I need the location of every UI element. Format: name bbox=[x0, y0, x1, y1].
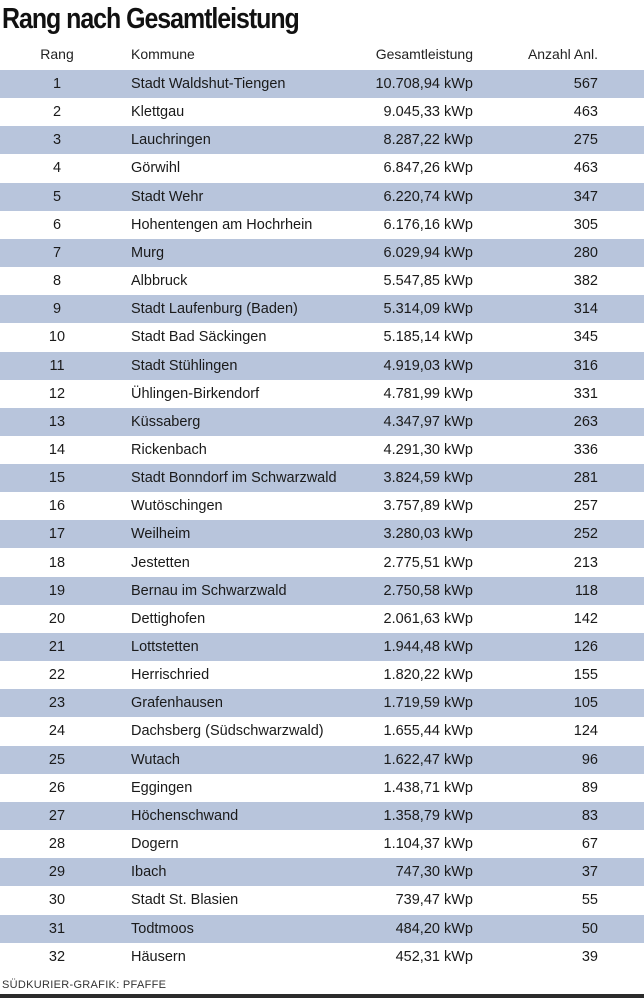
table-row bbox=[0, 211, 644, 239]
cell-gesamtleistung: 6.847,26 kWp bbox=[383, 160, 473, 177]
cell-rang: 21 bbox=[48, 639, 66, 655]
cell-kommune: Weilheim bbox=[131, 526, 191, 543]
table-row bbox=[0, 520, 644, 548]
cell-kommune: Ühlingen-Birkendorf bbox=[131, 385, 260, 402]
cell-gesamtleistung: 739,47 kWp bbox=[395, 892, 473, 909]
table-row bbox=[0, 492, 644, 520]
cell-anzahl: 463 bbox=[573, 160, 598, 177]
cell-rang: 25 bbox=[48, 751, 66, 768]
cell-gesamtleistung: 4.919,03 kWp bbox=[383, 357, 473, 374]
cell-anzahl: 331 bbox=[573, 385, 598, 402]
table-row bbox=[0, 943, 644, 971]
table-row bbox=[0, 605, 644, 633]
cell-anzahl: 314 bbox=[573, 301, 598, 318]
cell-gesamtleistung: 6.220,74 kWp bbox=[383, 188, 473, 205]
cell-rang: 22 bbox=[48, 667, 66, 684]
cell-anzahl: 126 bbox=[573, 639, 598, 655]
table-row bbox=[0, 183, 644, 211]
cell-rang: 26 bbox=[48, 779, 66, 796]
table-row bbox=[0, 239, 644, 267]
table-row bbox=[0, 126, 644, 154]
cell-kommune: Stadt Laufenburg (Baden) bbox=[131, 301, 298, 318]
cell-gesamtleistung: 2.061,63 kWp bbox=[383, 610, 473, 627]
cell-kommune: Wutöschingen bbox=[131, 498, 223, 515]
cell-anzahl: 39 bbox=[581, 948, 598, 965]
table-row bbox=[0, 323, 644, 351]
cell-anzahl: 382 bbox=[573, 273, 598, 290]
cell-anzahl: 83 bbox=[581, 807, 598, 824]
cell-gesamtleistung: 3.824,59 kWp bbox=[383, 470, 473, 487]
cell-anzahl: 213 bbox=[573, 554, 598, 571]
cell-rang: 17 bbox=[48, 526, 66, 543]
cell-rang: 29 bbox=[48, 864, 66, 881]
cell-anzahl: 124 bbox=[573, 723, 598, 740]
cell-rang: 7 bbox=[52, 244, 62, 261]
table-row bbox=[0, 774, 644, 802]
cell-gesamtleistung: 6.029,94 kWp bbox=[383, 244, 473, 261]
cell-anzahl: 305 bbox=[573, 216, 598, 233]
cell-gesamtleistung: 1.820,22 kWp bbox=[383, 667, 473, 684]
table-row bbox=[0, 858, 644, 886]
cell-gesamtleistung: 1.944,48 kWp bbox=[383, 639, 473, 655]
table-row bbox=[0, 886, 644, 914]
cell-gesamtleistung: 1.719,59 kWp bbox=[383, 695, 473, 712]
cell-anzahl: 37 bbox=[581, 864, 598, 881]
cell-kommune: Dogern bbox=[131, 836, 179, 853]
cell-rang: 15 bbox=[48, 470, 66, 487]
chart-title: Rang nach Gesamtleistung bbox=[2, 3, 299, 35]
cell-gesamtleistung: 1.438,71 kWp bbox=[383, 779, 473, 796]
cell-kommune: Höchenschwand bbox=[131, 807, 239, 824]
cell-rang: 30 bbox=[48, 892, 66, 909]
table-row bbox=[0, 436, 644, 464]
table-row bbox=[0, 746, 644, 774]
cell-kommune: Görwihl bbox=[131, 160, 181, 177]
table-row bbox=[0, 661, 644, 689]
cell-anzahl: 336 bbox=[573, 441, 598, 458]
cell-gesamtleistung: 1.358,79 kWp bbox=[383, 807, 473, 824]
table-row bbox=[0, 295, 644, 323]
cell-gesamtleistung: 2.750,58 kWp bbox=[383, 582, 473, 599]
cell-rang: 2 bbox=[52, 104, 62, 121]
cell-kommune: Dachsberg (Südschwarzwald) bbox=[131, 723, 324, 740]
source-credit: SÜDKURIER-GRAFIK: PFAFFE bbox=[2, 979, 167, 991]
table-row bbox=[0, 70, 644, 98]
cell-anzahl: 55 bbox=[581, 892, 598, 909]
column-header-kommune: Kommune bbox=[131, 46, 195, 62]
cell-gesamtleistung: 2.775,51 kWp bbox=[383, 554, 473, 571]
cell-anzahl: 252 bbox=[573, 526, 598, 543]
cell-kommune: Stadt Stühlingen bbox=[131, 357, 238, 374]
cell-rang: 19 bbox=[48, 582, 66, 599]
table-row bbox=[0, 352, 644, 380]
cell-gesamtleistung: 5.314,09 kWp bbox=[383, 301, 473, 318]
cell-gesamtleistung: 10.708,94 kWp bbox=[375, 76, 473, 92]
cell-rang: 11 bbox=[49, 357, 65, 374]
cell-rang: 24 bbox=[48, 723, 66, 740]
cell-rang: 9 bbox=[52, 301, 62, 318]
cell-kommune: Stadt Waldshut-Tiengen bbox=[131, 76, 286, 92]
cell-kommune: Stadt Bonndorf im Schwarzwald bbox=[131, 470, 337, 487]
cell-kommune: Häusern bbox=[131, 948, 186, 965]
cell-kommune: Todtmoos bbox=[131, 920, 194, 937]
cell-gesamtleistung: 4.781,99 kWp bbox=[383, 385, 473, 402]
cell-rang: 14 bbox=[48, 441, 66, 458]
cell-anzahl: 118 bbox=[574, 582, 598, 599]
cell-kommune: Stadt Wehr bbox=[131, 188, 204, 205]
cell-kommune: Jestetten bbox=[131, 554, 190, 571]
cell-anzahl: 105 bbox=[573, 695, 598, 712]
cell-kommune: Eggingen bbox=[131, 779, 193, 796]
cell-anzahl: 345 bbox=[573, 329, 598, 346]
cell-kommune: Klettgau bbox=[131, 104, 185, 121]
cell-anzahl: 263 bbox=[573, 413, 598, 430]
table-row bbox=[0, 464, 644, 492]
cell-gesamtleistung: 1.104,37 kWp bbox=[383, 836, 473, 853]
cell-rang: 31 bbox=[48, 920, 66, 937]
cell-rang: 20 bbox=[48, 610, 66, 627]
cell-gesamtleistung: 5.547,85 kWp bbox=[383, 273, 473, 290]
cell-rang: 5 bbox=[52, 188, 62, 205]
column-header-rang: Rang bbox=[40, 46, 74, 62]
cell-anzahl: 316 bbox=[573, 357, 598, 374]
cell-rang: 16 bbox=[48, 498, 66, 515]
cell-kommune: Wutach bbox=[131, 751, 180, 768]
cell-kommune: Rickenbach bbox=[131, 441, 207, 458]
cell-anzahl: 280 bbox=[573, 244, 598, 261]
cell-anzahl: 50 bbox=[581, 920, 598, 937]
cell-kommune: Lottstetten bbox=[131, 639, 199, 655]
column-header-gesamtleistung: Gesamtleistung bbox=[375, 46, 473, 62]
table-row bbox=[0, 830, 644, 858]
cell-anzahl: 347 bbox=[573, 188, 598, 205]
cell-rang: 3 bbox=[52, 132, 62, 149]
cell-kommune: Ibach bbox=[131, 864, 167, 881]
table-row bbox=[0, 915, 644, 943]
table-row bbox=[0, 98, 644, 126]
cell-gesamtleistung: 4.347,97 kWp bbox=[383, 413, 473, 430]
cell-kommune: Murg bbox=[131, 244, 165, 261]
cell-anzahl: 275 bbox=[573, 132, 598, 149]
table-header bbox=[0, 46, 644, 68]
cell-anzahl: 89 bbox=[581, 779, 598, 796]
cell-kommune: Dettighofen bbox=[131, 610, 206, 627]
cell-rang: 18 bbox=[48, 554, 66, 571]
cell-gesamtleistung: 1.655,44 kWp bbox=[383, 723, 473, 740]
cell-anzahl: 281 bbox=[573, 470, 598, 487]
cell-anzahl: 257 bbox=[573, 498, 598, 515]
cell-kommune: Stadt Bad Säckingen bbox=[131, 329, 267, 346]
cell-rang: 23 bbox=[48, 695, 66, 712]
bottom-rule bbox=[0, 994, 644, 998]
column-header-anzahl: Anzahl Anl. bbox=[527, 46, 598, 62]
cell-kommune: Hohentengen am Hochrhein bbox=[131, 216, 313, 233]
cell-anzahl: 155 bbox=[573, 667, 598, 684]
table-row bbox=[0, 380, 644, 408]
cell-kommune: Bernau im Schwarzwald bbox=[131, 582, 287, 599]
cell-rang: 8 bbox=[52, 273, 62, 290]
cell-anzahl: 96 bbox=[581, 751, 598, 768]
cell-gesamtleistung: 747,30 kWp bbox=[395, 864, 473, 881]
cell-gesamtleistung: 5.185,14 kWp bbox=[383, 329, 473, 346]
cell-anzahl: 463 bbox=[573, 104, 598, 121]
table-row bbox=[0, 633, 644, 661]
table-row bbox=[0, 267, 644, 295]
table-row bbox=[0, 549, 644, 577]
cell-gesamtleistung: 1.622,47 kWp bbox=[383, 751, 473, 768]
cell-gesamtleistung: 3.280,03 kWp bbox=[383, 526, 473, 543]
cell-gesamtleistung: 4.291,30 kWp bbox=[383, 441, 473, 458]
cell-rang: 13 bbox=[48, 413, 66, 430]
cell-rang: 1 bbox=[52, 76, 62, 92]
cell-rang: 4 bbox=[52, 160, 62, 177]
cell-kommune: Grafenhausen bbox=[131, 695, 223, 712]
cell-gesamtleistung: 9.045,33 kWp bbox=[383, 104, 473, 121]
table-row bbox=[0, 154, 644, 182]
cell-anzahl: 142 bbox=[573, 610, 598, 627]
cell-anzahl: 67 bbox=[581, 836, 598, 853]
cell-kommune: Albbruck bbox=[131, 273, 188, 290]
cell-kommune: Stadt St. Blasien bbox=[131, 892, 239, 909]
cell-gesamtleistung: 3.757,89 kWp bbox=[383, 498, 473, 515]
cell-gesamtleistung: 8.287,22 kWp bbox=[383, 132, 473, 149]
cell-rang: 10 bbox=[48, 329, 66, 346]
cell-gesamtleistung: 452,31 kWp bbox=[395, 948, 473, 965]
table-row bbox=[0, 802, 644, 830]
cell-gesamtleistung: 6.176,16 kWp bbox=[383, 216, 473, 233]
table-row bbox=[0, 408, 644, 436]
cell-rang: 32 bbox=[48, 948, 66, 965]
cell-kommune: Küssaberg bbox=[131, 413, 201, 430]
cell-gesamtleistung: 484,20 kWp bbox=[395, 920, 473, 937]
cell-anzahl: 567 bbox=[573, 76, 598, 92]
table-row bbox=[0, 577, 644, 605]
table-row bbox=[0, 689, 644, 717]
cell-rang: 6 bbox=[52, 216, 62, 233]
cell-rang: 12 bbox=[48, 385, 66, 402]
cell-kommune: Herrischried bbox=[131, 667, 210, 684]
table-row bbox=[0, 717, 644, 745]
cell-rang: 27 bbox=[48, 807, 66, 824]
cell-rang: 28 bbox=[48, 836, 66, 853]
cell-kommune: Lauchringen bbox=[131, 132, 211, 149]
